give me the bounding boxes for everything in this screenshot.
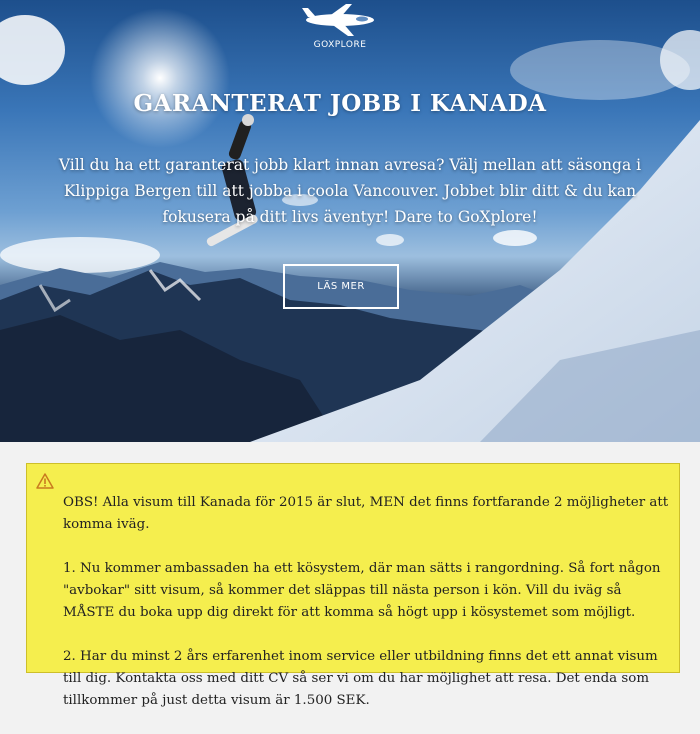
- warning-icon: [36, 473, 54, 489]
- read-more-button[interactable]: LÄS MER: [283, 264, 399, 309]
- hero-title: GARANTERAT JOBB I KANADA: [133, 90, 547, 117]
- notice-line-option-2: 2. Har du minst 2 års erfarenhet inom service eller utbildning finns det ett annat visum till dig. Kontakta oss med ditt CV så ser vi om du har möjlighet att resa. Det enda som tillkommer på just detta visum är 1.500 SEK.: [63, 649, 658, 708]
- hero-description: Vill du ha ett garanterat jobb klart innan avresa? Välj mellan att säsonga i Klippiga Bergen till att jobba i coola Vancouver. Jobbet blir ditt & du kan fokusera på ditt livs äventyr! Dare to GoXplore!: [58, 156, 642, 226]
- brand-name: GOXPLORE: [313, 40, 367, 50]
- notice-line-intro: OBS! Alla visum till Kanada för 2015 är slut, MEN det finns fortfarande 2 möjligheter att komma iväg.: [63, 495, 669, 532]
- notice-text: [63, 470, 669, 734]
- visa-notice-box: [26, 463, 680, 708]
- notice-line-option-1: 1. Nu kommer ambassaden ha ett kösystem, där man sätts i rangordning. Så fort någon "avbokar" sitt visum, så kommer det släppas till nästa person i kön. Vill du iväg så MÅSTE du boka upp dig direkt för att komma så högt upp i kösystemet som möjligt.: [63, 561, 661, 620]
- airplane-icon: [300, 4, 380, 38]
- brand-logo[interactable]: [300, 4, 380, 54]
